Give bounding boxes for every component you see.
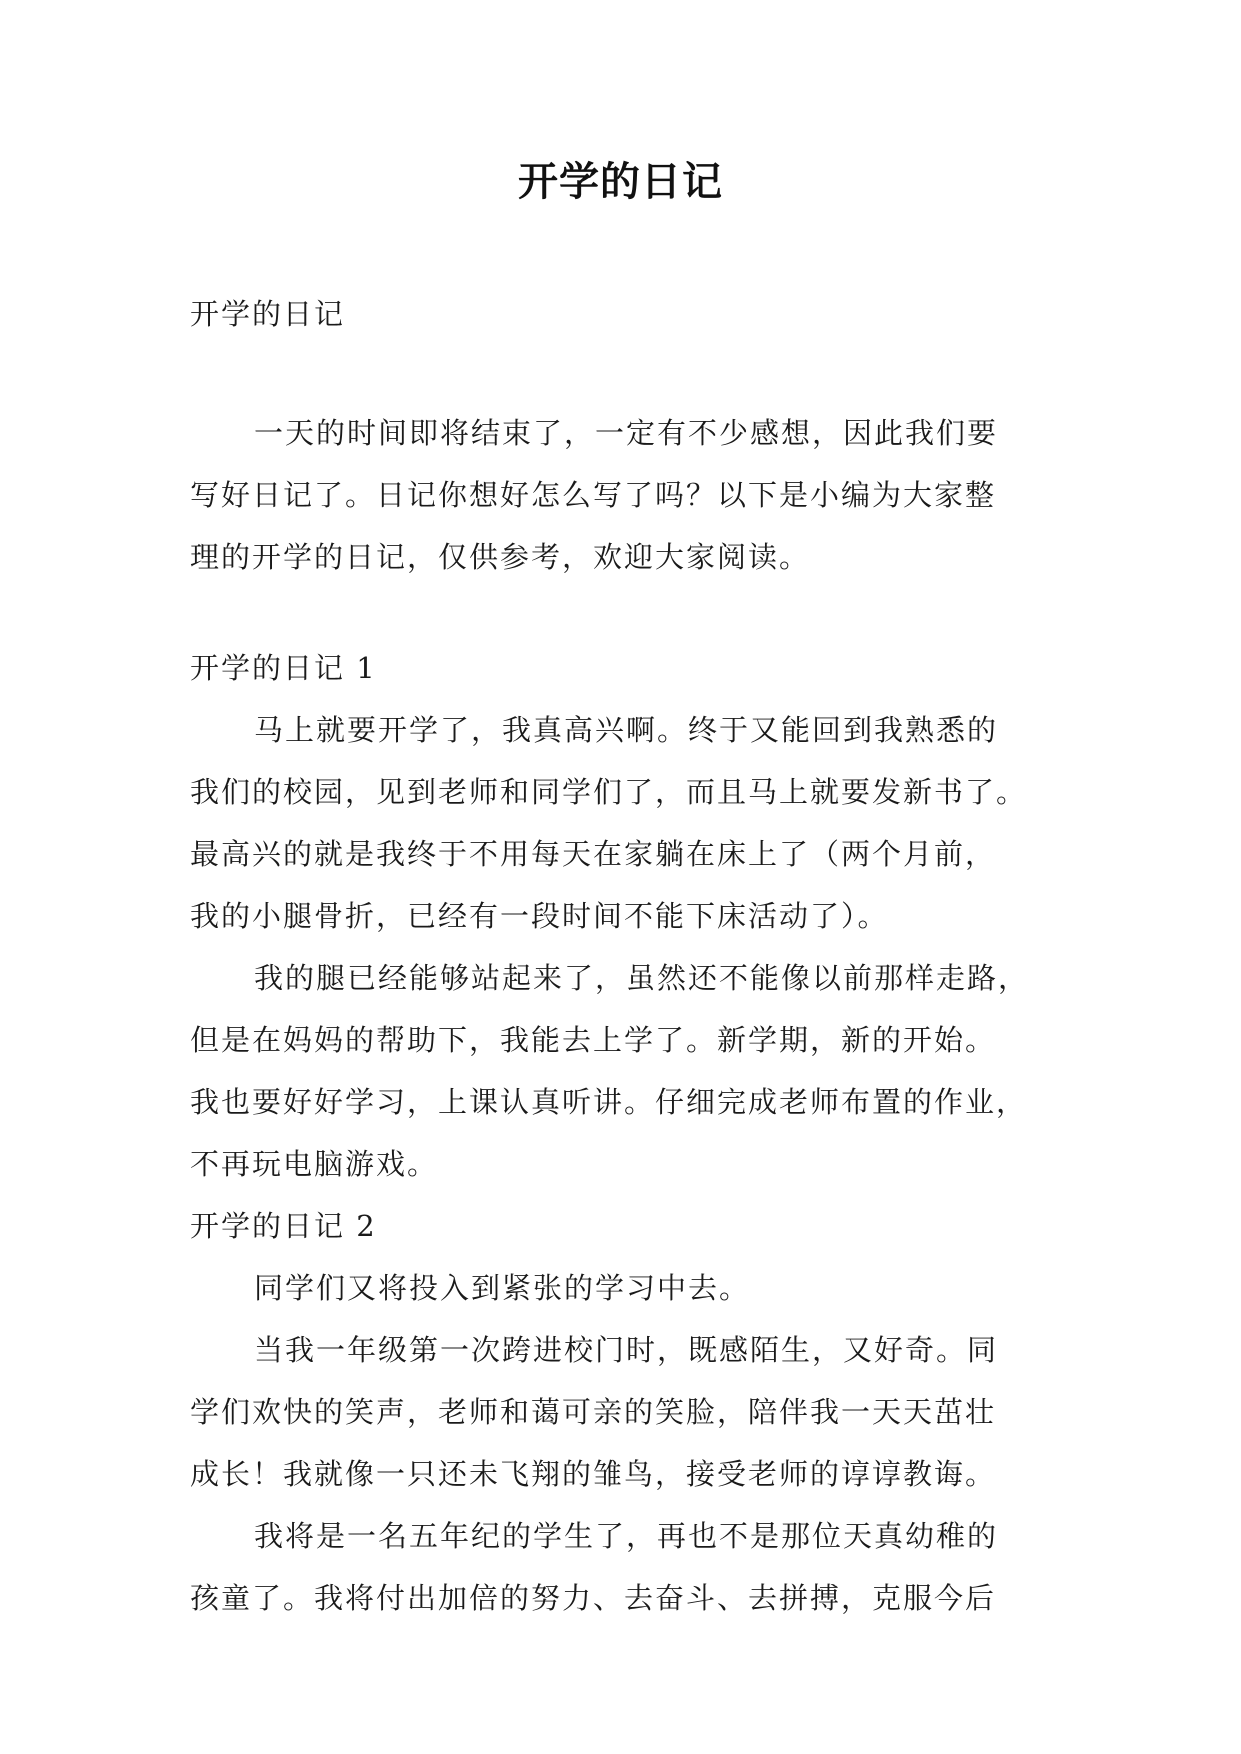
diary-content	[190, 637, 1060, 1629]
text-line: 当我一年级第一次跨进校门时，既感陌生，又好奇。同	[254, 1333, 999, 1367]
intro-paragraph	[190, 402, 1060, 588]
section-heading-1: 开学的日记 1	[190, 651, 377, 685]
text-line: 我的腿已经能够站起来了，虽然还不能像以前那样走路，	[254, 961, 1030, 995]
text-line: 成长！我就像一只还未飞翔的雏鸟，接受老师的谆谆教诲。	[190, 1457, 997, 1491]
text-line: 孩童了。我将付出加倍的努力、去奋斗、去拼搏，克服今后	[190, 1581, 997, 1615]
intro-line: 写好日记了。日记你想好怎么写了吗？以下是小编为大家整	[190, 478, 997, 512]
text-line: 马上就要开学了，我真高兴啊。终于又能回到我熟悉的	[254, 713, 999, 747]
text-line: 同学们又将投入到紧张的学习中去。	[254, 1271, 751, 1305]
intro-line: 理的开学的日记，仅供参考，欢迎大家阅读。	[190, 540, 811, 574]
document-title: 开学的日记	[518, 159, 723, 205]
text-line: 最高兴的就是我终于不用每天在家躺在床上了（两个月前，	[190, 837, 997, 871]
document-subtitle: 开学的日记	[190, 297, 346, 331]
text-line: 我将是一名五年纪的学生了，再也不是那位天真幼稚的	[254, 1519, 999, 1553]
intro-line: 一天的时间即将结束了，一定有不少感想，因此我们要	[254, 416, 999, 450]
text-line: 我也要好好学习，上课认真听讲。仔细完成老师布置的作业，	[190, 1085, 1028, 1119]
text-line: 学们欢快的笑声，老师和蔼可亲的笑脸，陪伴我一天天茁壮	[190, 1395, 997, 1429]
text-line: 我们的校园，见到老师和同学们了，而且马上就要发新书了。	[190, 775, 1028, 809]
text-line: 但是在妈妈的帮助下，我能去上学了。新学期，新的开始。	[190, 1023, 997, 1057]
text-line: 不再玩电脑游戏。	[190, 1147, 439, 1181]
section-heading-2: 开学的日记 2	[190, 1209, 377, 1243]
text-line: 我的小腿骨折，已经有一段时间不能下床活动了）。	[190, 899, 889, 933]
